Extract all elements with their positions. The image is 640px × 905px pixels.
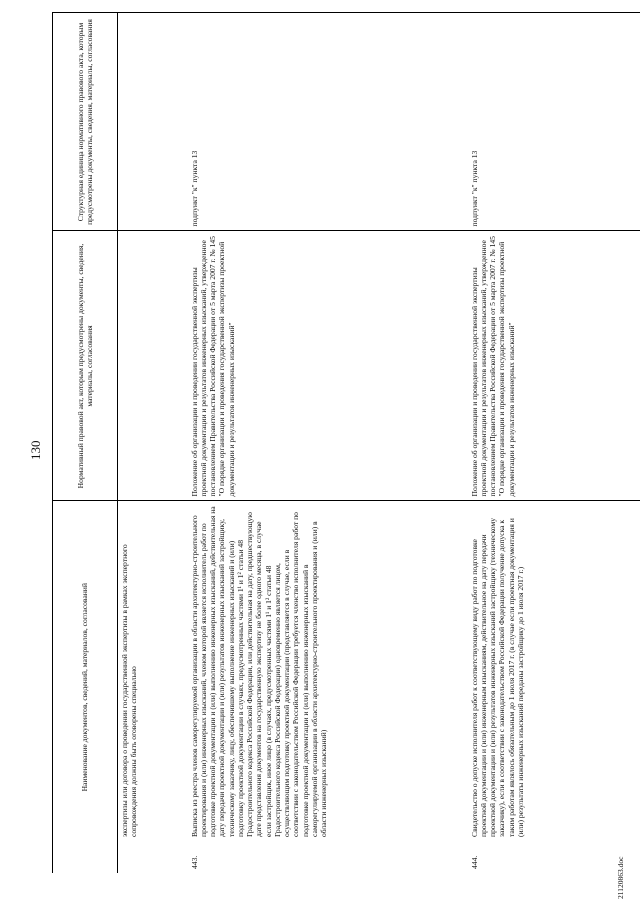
row-number <box>118 841 188 873</box>
row-act: Положение об организации и проведении государственной экспертизы проектной документации и результатов инженерных изысканий, утвержденное постановлением Правительства Российской Федерации от 5 марта 2007 г. № 145 "О порядке организации и проведения государственной экспертизы проектной документации и результатов инженерных изысканий" <box>188 231 468 501</box>
row-number: 443. <box>189 855 199 869</box>
header-name: Наименование документов, сведений, материалов, согласований <box>53 501 118 873</box>
row-unit: подпункт "к" пункта 13 <box>188 13 468 231</box>
page-number: 130 <box>28 440 43 460</box>
requirements-table <box>52 13 640 874</box>
row-number: 444. <box>469 855 479 869</box>
row-act: Положение об организации и проведении государственной экспертизы проектной документации и результатов инженерных изысканий, утвержденное постановлением Правительства Российской Федерации от 5 марта 2007 г. № 145 "О порядке организации и проведения государственной экспертизы проектной документации и результатов инженерных изысканий" <box>468 231 640 501</box>
table-row <box>188 13 468 873</box>
row-name: Выписка из реестра членов саморегулируемой организации в области архитектурно-строительного проектирования и (или) инженерных изысканий, членом которой является исполнитель работ по подготовке проектной документации и (или) выполнению инженерных изысканий, действительная на дату передачи проектной документации и (или) результатов инженерных изысканий застройщику, техническому заказчику, лицу, обеспечившему выполнение инженерных изысканий и (или) подготовку проектной документации в случаях, предусмотренных частями 1¹ и 1² статьи 48 Градостроительного кодекса Российской Федерации, или действительная на дату, предшествующую дате представления документов на государственную экспертизу не более одного месяца, в случае если застройщик, иное лицо (в случаях, предусмотренных частями 1¹ и 1² статьи 48 Градостроительного кодекса Российской Федерации) одновременно является лицом, осуществляющим подготовку проектной документации (представляется в случае, если в соответствии с законодательством Российской Федерации требуется членство исполнителя работ по подготовке проектной документации и (или) выполнению инженерных изысканий в саморегулируемой организации в области архитектурно-строительного проектирования и (или) в области инженерных изысканий) <box>189 506 328 837</box>
header-act: Нормативный правовой акт, которым предусмотрены документы, сведения, материалы, согласования <box>53 231 118 501</box>
table-row <box>468 13 640 873</box>
document-id: 21120863.doc <box>616 856 625 899</box>
row-unit <box>118 13 188 231</box>
row-name: Свидетельство о допуске исполнителя работ к соответствующему виду работ по подготовке проектной документации и (или) инженерным изысканиям, действительное на дату передачи проектной документации и (или) результатов инженерных изысканий застройщику (техническому заказчику), если в соответствии с законодательством Российской Федерации получение допуска к таким работам являлось обязательным до 1 июля 2017 г. (в случае если проектная документация и (или) результаты инженерных изысканий переданы застройщику до 1 июля 2017 г.) <box>469 517 525 837</box>
row-name: экспертизы или договора о проведении государственной экспертизы в рамках экспертного сопровождения должны быть оговорены специально <box>120 544 139 837</box>
table-header-row <box>53 13 118 873</box>
row-unit: подпункт "к" пункта 13 <box>468 13 640 231</box>
row-act <box>118 231 188 501</box>
header-unit: Структурная единица нормативного правового акта, которым предусмотрены документы, сведения, материалы, согласования <box>53 13 118 231</box>
table-row <box>118 13 188 873</box>
